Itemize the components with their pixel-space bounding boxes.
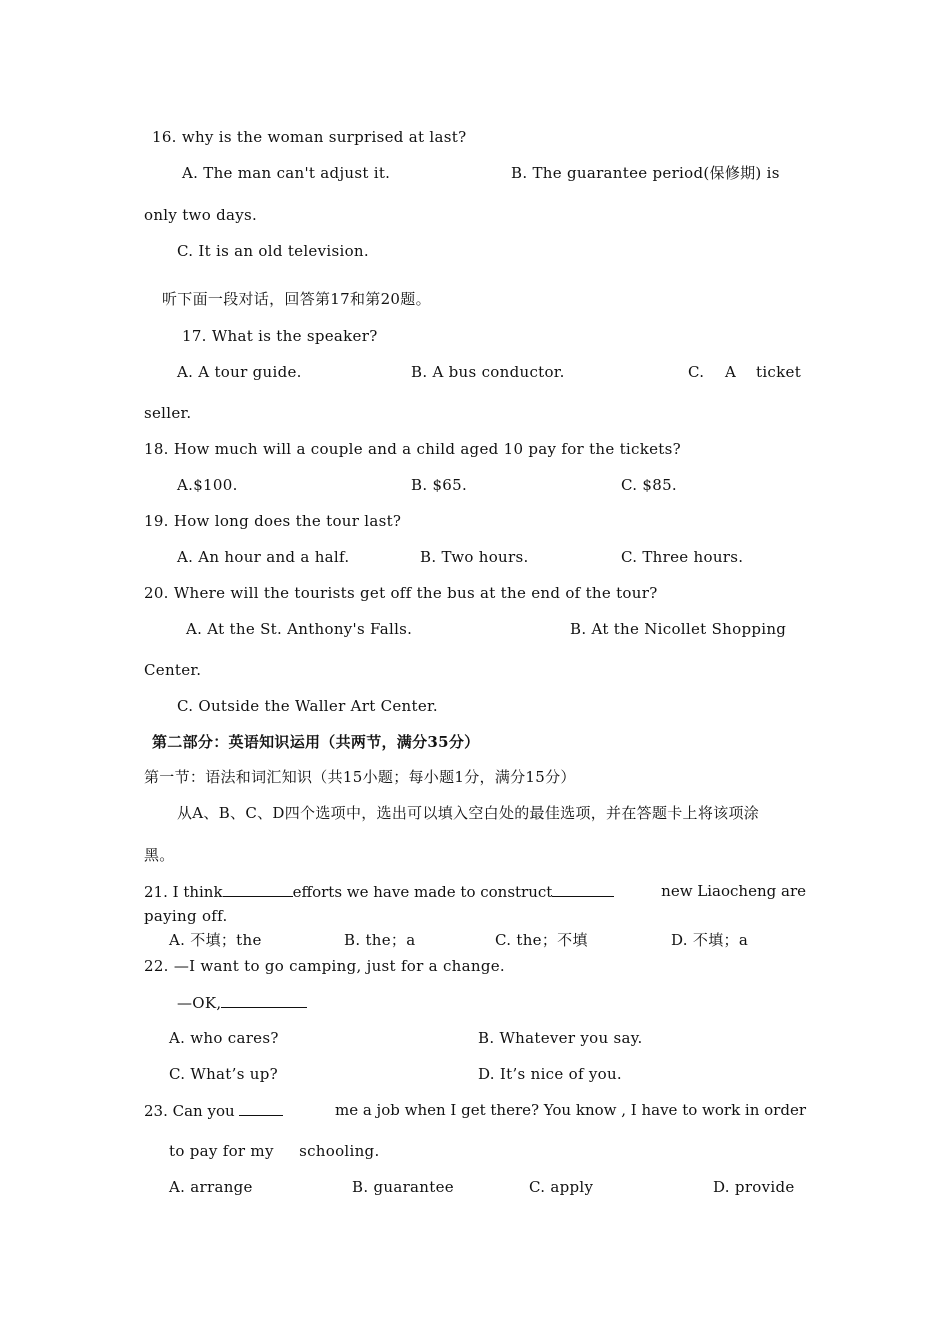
q20-option-a: A. At the St. Anthony's Falls. <box>186 620 413 638</box>
q22-option-d: D. It’s nice of you. <box>478 1065 623 1083</box>
q16-option-b: B. The guarantee period(保修期) is <box>511 164 780 182</box>
q17-option-b: B. A bus conductor. <box>411 363 565 381</box>
q21-option-c: C. the；不填 <box>495 931 588 949</box>
q22-stem: 22. —I want to go camping, just for a change. <box>144 957 505 975</box>
q23-stem-cont: to pay for my schooling. <box>169 1142 380 1160</box>
q17-option-c-word2: ticket <box>756 363 802 381</box>
q16-option-b-cont: only two days. <box>144 206 258 224</box>
q23-stem-line <box>144 1101 806 1120</box>
q23-option-c: C. apply <box>529 1178 594 1196</box>
q21-stem-line <box>144 882 806 901</box>
q21-stem-cont: paying off. <box>144 907 228 925</box>
q18-stem: 18. How much will a couple and a child aged 10 pay for the tickets? <box>144 440 681 458</box>
q16-stem: 16. why is the woman surprised at last? <box>152 128 467 146</box>
q21-blank-2 <box>552 882 614 897</box>
q18-option-c: C. $85. <box>621 476 677 494</box>
q22-option-a: A. who cares? <box>169 1029 279 1047</box>
q18-option-a: A.$100. <box>177 476 238 494</box>
q16-option-c: C. It is an old television. <box>177 242 369 260</box>
q23-option-d: D. provide <box>713 1178 795 1196</box>
q20-option-b-cont: Center. <box>144 661 202 679</box>
q23-option-a: A. arrange <box>169 1178 253 1196</box>
q17-option-a: A. A tour guide. <box>177 363 302 381</box>
section1-instruction-cont: 黑。 <box>144 846 175 864</box>
q21-option-d: D. 不填；a <box>671 931 749 949</box>
part2-title: 第二部分：英语知识运用（共两节，满分35分） <box>152 733 480 751</box>
q22-option-b: B. Whatever you say. <box>478 1029 643 1047</box>
q17-option-c-label: C. <box>688 363 705 381</box>
q21-option-b: B. the；a <box>344 931 416 949</box>
q22-option-c: C. What’s up? <box>169 1065 278 1083</box>
q20-option-b: B. At the Nicollet Shopping <box>570 620 787 638</box>
q20-option-c: C. Outside the Waller Art Center. <box>177 697 438 715</box>
q19-option-b: B. Two hours. <box>420 548 529 566</box>
q19-option-c: C. Three hours. <box>621 548 744 566</box>
q23-blank <box>239 1101 283 1116</box>
q17-option-c-cont: seller. <box>144 404 192 422</box>
q16-option-a: A. The man can't adjust it. <box>182 164 391 182</box>
q23-stem-part2: me a job when I get there? You know , I have to work in order <box>334 1101 806 1119</box>
q19-option-a: A. An hour and a half. <box>177 548 350 566</box>
section1-title: 第一节：语法和词汇知识（共15小题；每小题1分，满分15分） <box>144 768 576 786</box>
q21-blank-1 <box>223 882 293 897</box>
instruction-17-20: 听下面一段对话，回答第17和第20题。 <box>162 290 431 308</box>
q18-option-b: B. $65. <box>411 476 468 494</box>
q21-stem-part1: 21. I think efforts we have made to construct <box>144 882 614 901</box>
q22-blank <box>221 993 307 1008</box>
q17-option-c-word1: A <box>725 363 737 381</box>
q23-stem-part1: 23. Can you <box>144 1101 283 1120</box>
q17-stem: 17. What is the speaker? <box>182 327 378 345</box>
q20-stem: 20. Where will the tourists get off the bus at the end of the tour? <box>144 584 658 602</box>
q21-stem-part2: new Liaocheng are <box>661 882 806 900</box>
q21-option-a: A. 不填；the <box>169 931 262 949</box>
q22-reply: —OK, <box>177 993 307 1012</box>
q23-option-b: B. guarantee <box>352 1178 454 1196</box>
section1-instruction: 从A、B、C、D四个选项中，选出可以填入空白处的最佳选项，并在答题卡上将该项涂 <box>177 804 760 822</box>
q19-stem: 19. How long does the tour last? <box>144 512 402 530</box>
